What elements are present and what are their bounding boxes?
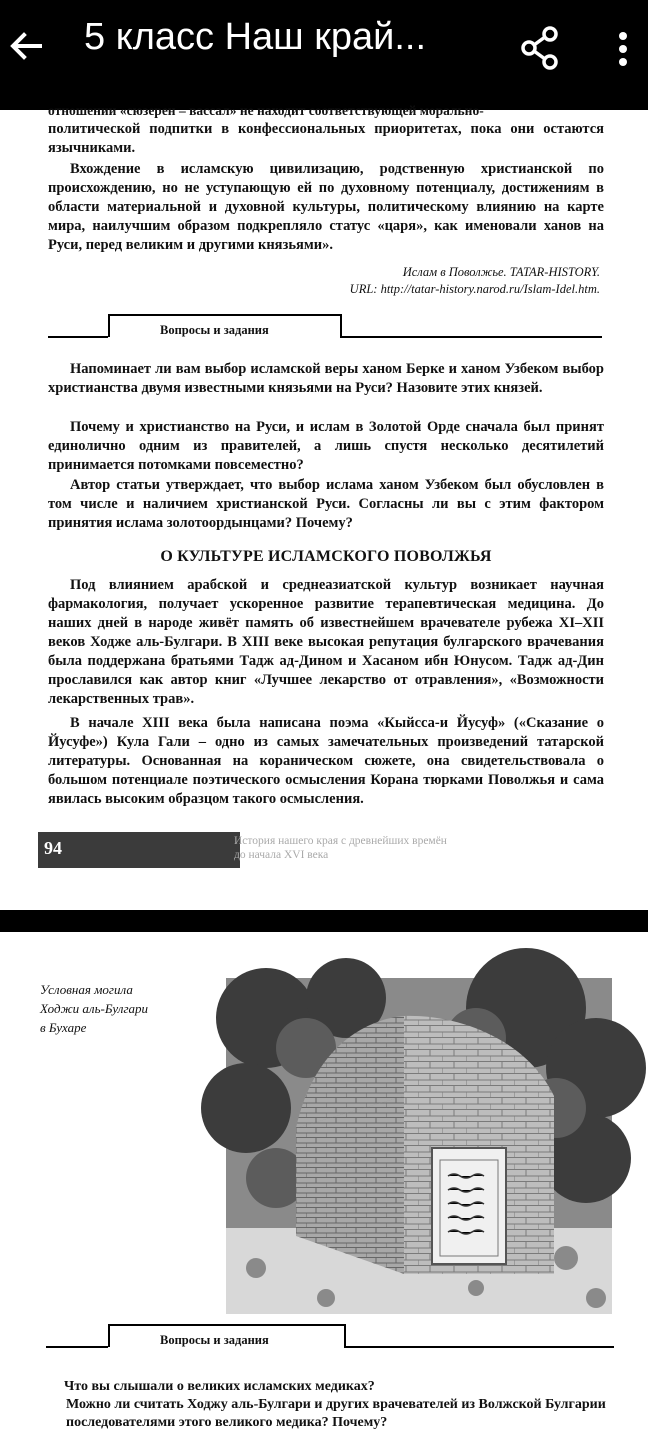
paragraph: Под влиянием арабской и среднеазиатской культур возникает научная фармакология, получает ускоренное развитие терапевтическая медицина. До наших дней в народе живёт память об известнейшем врачевателе рубежа XI–XII веков Ходже аль-Булгари. В XIII веке высокая репутация булгарского врачевания была поддержана братьями Тадж ад-Дином и Хасаном ибн Юнусом. Тадж ад-Дин прославился как автор книг «Лучшее лекарство от отравления», «Возможности лекарственных трав».	[48, 577, 604, 707]
arrow-left-icon	[6, 26, 46, 66]
share-button[interactable]	[520, 26, 560, 70]
section-heading: О КУЛЬТУРЕ ИСЛАМСКОГО ПОВОЛЖЬЯ	[160, 548, 492, 565]
question-item: Напоминает ли вам выбор исламской веры ханом Берке и ханом Узбеком выбор христианства двумя известными князьями на Руси? Назовите этих князей.	[48, 361, 604, 396]
questions-label: Вопросы и задания	[160, 323, 269, 337]
back-button[interactable]	[6, 26, 46, 66]
share-icon	[520, 26, 560, 70]
clipped-text-line: отношении «сюзерен – вассал» не находит соответствующей морально-	[48, 103, 484, 118]
document-page-95	[0, 932, 648, 1440]
document-title: 5 класс Наш край...	[84, 16, 427, 58]
question-item: Что вы слышали о великих исламских медиках?	[64, 1379, 375, 1394]
tomb-photo	[226, 978, 612, 1314]
image-caption: Условная могила Ходжи аль-Булгари в Бухаре	[40, 982, 149, 1035]
more-options-button[interactable]	[616, 30, 630, 70]
app-bar	[0, 0, 648, 110]
question-item: Почему и христианство на Руси, и ислам в Золотой Орде сначала был принят единолично одним из правителей, а лишь спустя несколько десятилетий принимается потомками повсеместно?	[48, 419, 604, 473]
document-page-94	[0, 103, 648, 910]
question-item: Можно ли считать Ходжу аль-Булгари и других врачевателей из Волжской Булгарии последователями этого великого медика? Почему?	[66, 1397, 606, 1430]
questions-header	[0, 1320, 648, 1360]
page-separator	[0, 910, 648, 932]
source-citation: Ислам в Поволжье. TATAR-HISTORY.	[402, 265, 600, 279]
page-number: 94	[44, 838, 62, 858]
running-footer: История нашего края с древнейших времён до начала XVI века	[234, 835, 447, 861]
paragraph: политической подпитки в конфессиональных приоритетах, пока они остаются язычниками.	[48, 121, 604, 156]
more-vertical-icon	[616, 30, 630, 70]
question-item: Автор статьи утверждает, что выбор ислама ханом Узбеком был обусловлен в том числе и наличием христианской Руси. Согласны ли вы с этим фактором принятия ислама золотоордынцами? Почему?	[48, 477, 604, 531]
questions-header	[0, 310, 648, 350]
page-footer-bar	[38, 832, 240, 868]
questions-label: Вопросы и задания	[160, 1333, 269, 1347]
source-url: URL: http://tatar-history.narod.ru/Islam-Idel.htm.	[349, 282, 600, 296]
paragraph: В начале XIII века была написана поэма «Кыйсса-и Йусуф» («Сказание о Йусуфе») Кула Гали – одно из самых замечательных произведений татарской литературы. Основанная на кораническом сюжете, она свидетельствовала о большом потенциале поэтического осмысления Корана тюрками Поволжья и сама явилась высоким образцом такого осмысления.	[48, 715, 604, 807]
paragraph: Вхождение в исламскую цивилизацию, родственную христианской по происхождению, но не уступающую ей по духовному потенциалу, достижениям в области материальной и духовной культуры, политическому влиянию на карте мира, наилучшим образом подкрепляло статус «царя», как именовали ханов на Руси, перед великим и другими князьями».	[48, 161, 604, 253]
